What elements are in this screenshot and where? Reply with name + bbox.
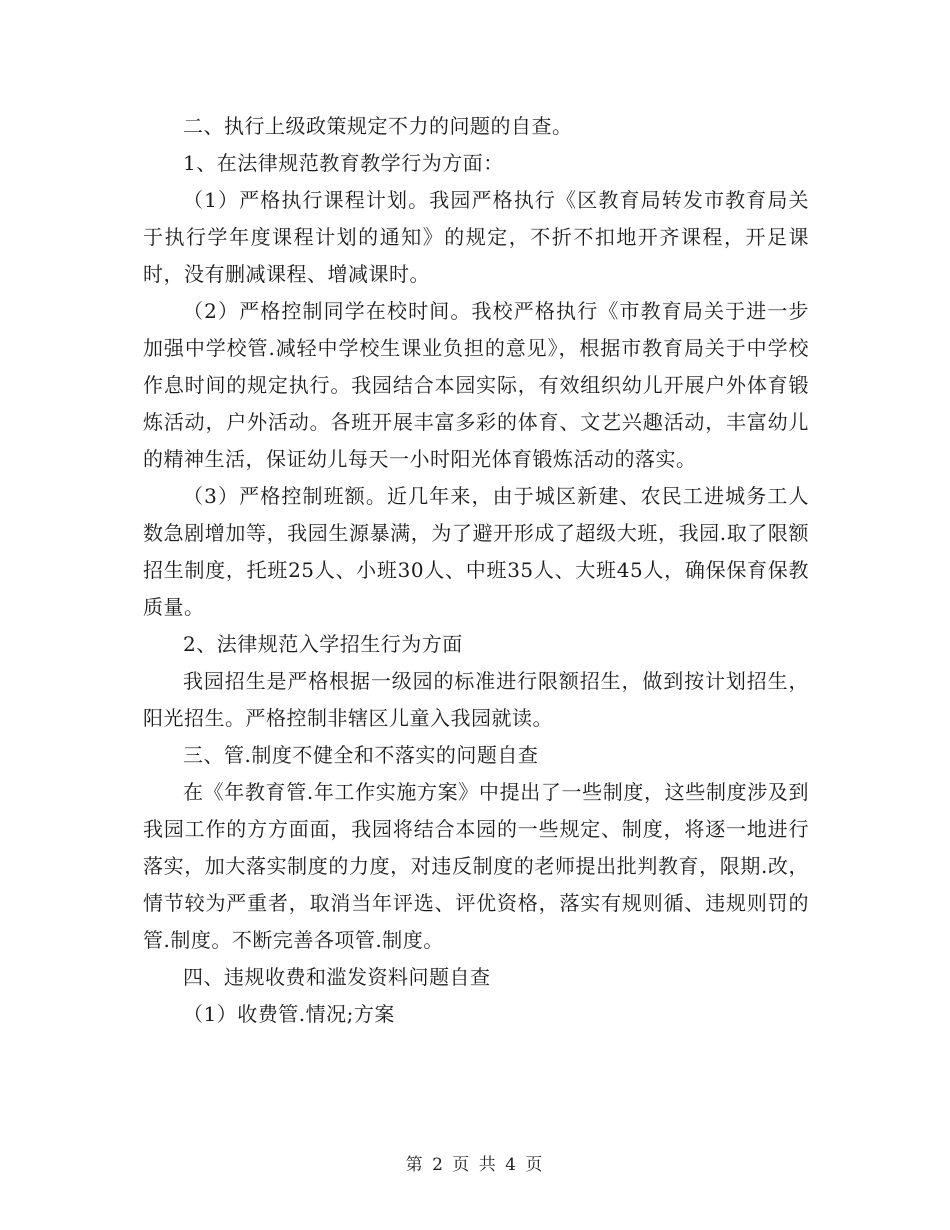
section-heading-2: 二、执行上级政策规定不力的问题的自查。: [183, 114, 573, 138]
paragraph-management-system: 在《年教育管.年工作实施方案》中提出了一些制度，这些制度涉及到我园工作的方方面面，我园将结合本园的一些规定、制度，将逐一地进行落实，加大落实制度的力度，对违反制度的老师提出批判教育，限期.改，情节较为严重者，取消当年评选、评优资格，落实有规则循、违规则罚的管.制度。不断完善各项管.制度。: [143, 780, 809, 952]
paragraph-class-size: （3）严格控制班额。近几年来，由于城区新建、农民工进城务工人数急剧增加等，我园生源暴满，为了避开形成了超级大班，我园.取了限额招生制度，托班25人、小班30人、中班35人、大班45人，确保保育保教质量。: [143, 484, 809, 619]
subsection-heading-2: 2、法律规范入学招生行为方面: [183, 632, 463, 656]
document-body: [143, 108, 809, 1033]
paragraph-course-plan: （1）严格执行课程计划。我园严格执行《区教育局转发市教育局关于执行学年度课程计划的通知》的规定，不折不扣地开齐课程，开足课时，没有删减课程、增减课时。: [143, 188, 809, 286]
section-heading-4: 四、违规收费和滥发资料问题自查: [183, 965, 491, 989]
subsection-heading-1: 1、在法律规范教育教学行为方面：: [183, 151, 504, 175]
page-number-footer: 第 2 页 共 4 页: [405, 1155, 545, 1175]
paragraph-enrollment: 我园招生是严格根据一级园的标准进行限额招生，做到按计划招生，阳光招生。严格控制非辖区儿童入我园就读。: [143, 669, 809, 730]
paragraph-fee-management: （1）收费管.情况;方案: [183, 1002, 395, 1026]
section-heading-3: 三、管.制度不健全和不落实的问题自查: [183, 743, 539, 767]
paragraph-school-time: （2）严格控制同学在校时间。我校严格执行《市教育局关于进一步加强中学校管.减轻中学校生课业负担的意见》，根据市教育局关于中学校作息时间的规定执行。我园结合本园实际，有效组织幼儿开展户外体育锻炼活动，户外活动。各班开展丰富多彩的体育、文艺兴趣活动，丰富幼儿的精神生活，保证幼儿每天一小时阳光体育锻炼活动的落实。: [143, 299, 809, 471]
